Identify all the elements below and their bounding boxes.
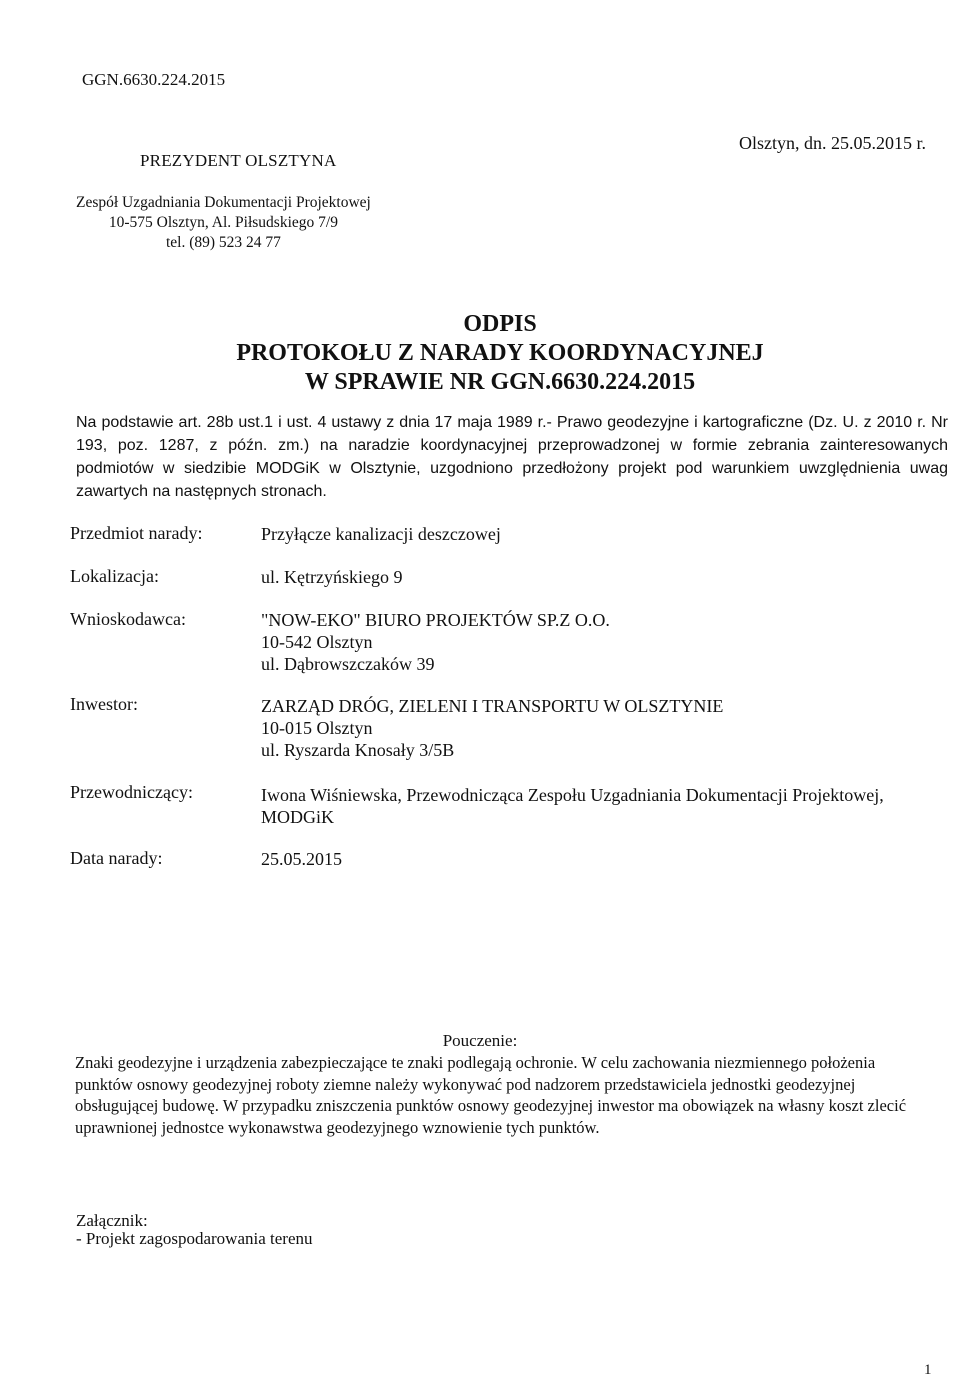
chairperson-name: Iwona Wiśniewska, Przewodnicząca Zespołu Uzgadniania Dokumentacji Projektowej, — [261, 785, 884, 805]
investor-name: ZARZĄD DRÓG, ZIELENI I TRANSPORTU W OLSZTYNIE — [261, 696, 724, 716]
investor-postcode: 10-015 Olsztyn — [261, 718, 373, 738]
unit-address: 10-575 Olsztyn, Al. Piłsudskiego 7/9 — [108, 214, 338, 231]
unit-phone: tel. (89) 523 24 77 — [165, 234, 281, 251]
notice-text: Znaki geodezyjne i urządzenia zabezpieczające te znaki podlegają ochronie. W celu zachowania niezmiennego położenia punktów osnowy geodezyjnej roboty ziemne należy wykonywać pod nadzorem przedstawiciela jednostki geodezyjnej obsługującej budowę. W przypadku zniszczenia punktów osnowy geodezyjnej inwestor ma obowiązek na własny koszt zlecić uprawnionej jednostce wykonawstwa geodezyjnego wznowienie tych punktów. — [75, 1053, 907, 1137]
field-value-subject — [261, 523, 501, 545]
investor-street: ul. Ryszarda Knosały 3/5B — [261, 740, 455, 760]
page-number: 1 — [924, 1362, 932, 1378]
notice-heading: Pouczenie: — [442, 1031, 518, 1050]
applicant-street: ul. Dąbrowszczaków 39 — [261, 654, 435, 674]
field-value-line: 25.05.2015 — [261, 849, 342, 869]
unit-name: Zespół Uzgadniania Dokumentacji Projektowej — [76, 194, 371, 211]
document-reference-number: GGN.6630.224.2015 — [82, 70, 226, 89]
chairperson-office: MODGiK — [261, 807, 335, 827]
attachment-item: - Projekt zagospodarowania terenu — [76, 1229, 313, 1248]
field-value-line: Przyłącze kanalizacji deszczowej — [261, 524, 501, 544]
field-label-applicant: Wnioskodawca: — [70, 609, 186, 629]
attachment-label: Załącznik: — [76, 1211, 148, 1230]
title-protocol: PROTOKOŁU Z NARADY KOORDYNACYJNEJ — [236, 340, 764, 366]
title-copy: ODPIS — [463, 311, 537, 337]
field-value-meeting-date — [261, 848, 342, 870]
applicant-postcode: 10-542 Olsztyn — [261, 632, 373, 652]
field-label-chairperson: Przewodniczący: — [70, 782, 193, 802]
field-value-investor — [261, 695, 723, 761]
issuing-authority: PREZYDENT OLSZTYNA — [140, 151, 337, 170]
field-label-subject: Przedmiot narady: — [70, 523, 203, 543]
legal-basis-paragraph: Na podstawie art. 28b ust.1 i ust. 4 ustawy z dnia 17 maja 1989 r.- Prawo geodezyjne i kartograficzne (Dz. U. z 2010 r. Nr 193, poz. 1287, z późn. zm.) na naradzie koordynacyjnej przeprowadzonej w formie zebrania zainteresowanych podmiotów w siedzibie MODGiK w Olsztynie, uzgodniono przedłożony projekt pod warunkiem uwzględnienia uwag zawartych na następnych stronach. — [76, 414, 948, 500]
field-label-location: Lokalizacja: — [70, 566, 159, 586]
field-label-investor: Inwestor: — [70, 694, 138, 714]
field-value-chairperson — [261, 784, 884, 828]
title-case-number: W SPRAWIE NR GGN.6630.224.2015 — [304, 369, 696, 395]
document-title-block — [0, 310, 960, 397]
field-value-line: ul. Kętrzyńskiego 9 — [261, 567, 403, 587]
issuing-unit-address — [76, 193, 371, 253]
field-label-meeting-date: Data narady: — [70, 848, 163, 868]
field-value-applicant — [261, 609, 610, 675]
place-and-date: Olsztyn, dn. 25.05.2015 r. — [739, 133, 926, 153]
field-value-location — [261, 566, 402, 588]
applicant-name: "NOW-EKO" BIURO PROJEKTÓW SP.Z O.O. — [261, 610, 610, 630]
